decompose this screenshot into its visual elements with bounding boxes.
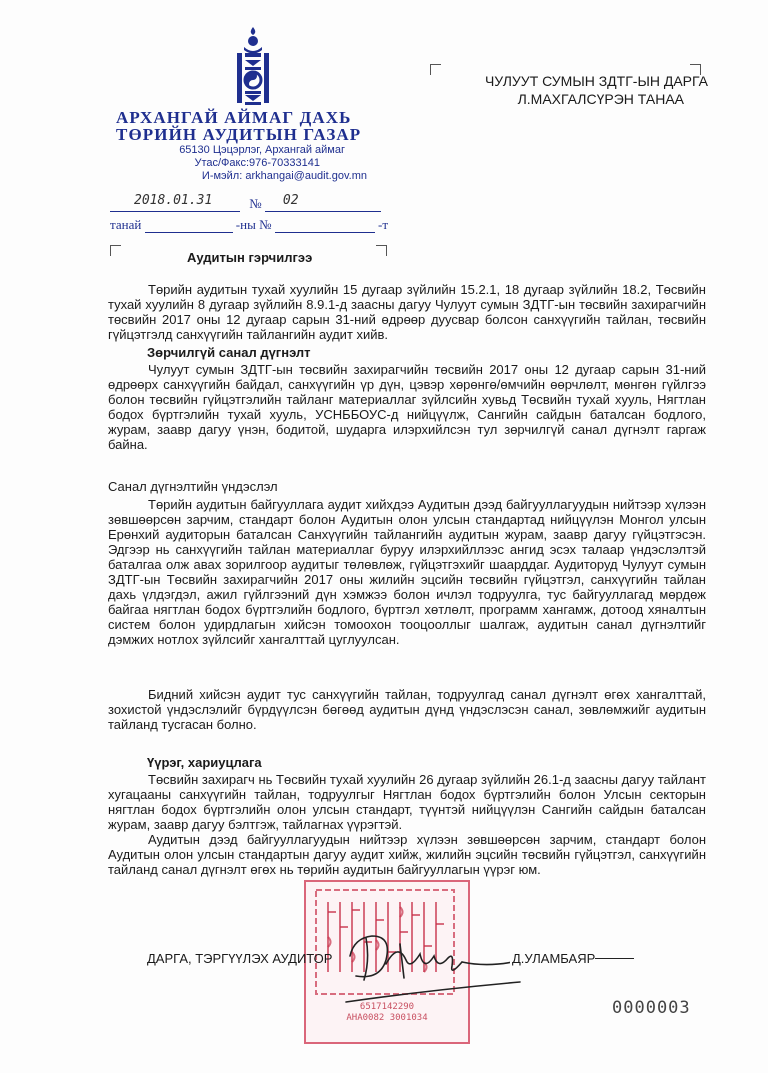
recipient-line1: ЧУЛУУТ СУМЫН ЗДТГ-ЫН ДАРГА [484, 73, 708, 89]
handwritten-date: 2018.01.31 [134, 193, 213, 208]
handwritten-number: 02 [282, 193, 299, 208]
reference-line [110, 217, 388, 233]
ref-middle: -ны № [235, 217, 272, 232]
ref-prefix: танай [110, 217, 142, 232]
org-address: 65130 Цэцэрлэг, Архангай аймаг [179, 144, 345, 156]
ref-suffix: -т [377, 217, 388, 232]
responsibility-paragraph: Төсвийн захирагч нь Төсвийн тухай хуулийн 26 дугаар зүйлийн 26.1-д заасны дагуу тайлант хугацааны санхүүгийн тайлан, тодруулгыг Нягтлан бодох бүртгэлийн болон Улсын секторын нягтлан бодох бүртгэлийн олон улсын стандарт, түүнтэй нийцүүлэн Сангийн сайдын баталсан журам, заавр дагуу бэлтгэж, тайлагнах үүрэгтэй. [108, 772, 706, 832]
signatory-name: Д.УЛАМБАЯР [512, 951, 596, 966]
basis-paragraph-2: Бидний хийсэн аудит тус санхүүгийн тайлан, тодруулгад санал дүгнэлт өгөх хангалттай, зохистой үндэслэлийг бүрдүүлсэн бөгөөд аудитын дүнд үндэслэсэн санал, зөвлөмжийг аудитын тайланд тусгасан болно. [108, 687, 706, 732]
registration-line [110, 193, 381, 212]
org-name-line2: ТӨРИЙН АУДИТЫН ГАЗАР [116, 125, 362, 144]
number-blank [265, 193, 381, 212]
section-heading-responsibility: Үүрэг, хариуцлага [147, 755, 262, 770]
title-bracket-left [110, 245, 121, 256]
section-heading-unqualified-opinion: Зөрчилгүй санал дүгнэлт [147, 345, 311, 360]
title-bracket-right [376, 245, 387, 256]
ref-number-blank [275, 218, 375, 233]
section-heading-basis: Санал дүгнэлтийн үндэслэл [108, 479, 278, 494]
date-blank [110, 193, 240, 212]
responsibility-paragraph-2: Аудитын дээд байгууллагуудын нийтээр хүлээн зөвшөөрсөн зарчим, стандарт болон Аудитын олон улсын стандартын дагуу аудит хийж, жилийн эцсийн төсвийн гүйцэтгэл, санхүүгийн тайланд санал дүгнэлт өгөх нь төрийн аудитын байгууллагын үүрэг юм. [108, 832, 706, 877]
stamp-code-2: АНА0082 3001034 [346, 1013, 428, 1023]
unqualified-opinion-paragraph: Чулуут сумын ЗДТГ-ын төсвийн захирагчийн төсвийн 2017 оны 12 дугаар сарын 31-ний өдрөөрх санхүүгийн байдал, санхүүгийн үр дүн, цэвэр хөрөнгө/өмчийн өөрчлөлт, мөнгөн гүйлгээ болон төсвийн гүйцэтгэлийн тайланг материаллаг зүйлсийн хувьд Төсвийн тухай хууль, Нягтлан бодох бүртгэлийн тухай хууль, УСНББОУС-д нийцүүлж, Сангийн сайдын баталсан бодлого, журам, заавр дагуу үнэн, бодитой, шударга илэрхийлсэн тул зөрчилгүй санал дүгнэлт гаргаж байна. [108, 362, 706, 452]
state-emblem-icon [233, 25, 273, 107]
handwritten-signature-icon [340, 920, 530, 1010]
org-phone: Утас/Факс:976-70333141 [194, 157, 320, 169]
signatory-title: ДАРГА, ТЭРГҮҮЛЭХ АУДИТОР [147, 951, 333, 966]
document-serial-number: 0000003 [612, 998, 691, 1018]
recipient-line2: Л.МАХГАЛСҮРЭН ТАНАА [517, 91, 684, 107]
basis-paragraph: Төрийн аудитын байгууллага аудит хийхдээ Аудитын дээд байгууллагуудын нийтээр хүлээн зөвшөөрсөн зарчим, стандарт болон Аудитын олон улсын стандартад нийцүүлэн Монгол улсын Ерөнхий аудиторын баталсан Санхүүгийн тайлангийн аудитын журам, заавр дагуу гүйцэтгэсэн. Эдгээр нь санхүүгийн тайлан материаллаг буруу илэрхийллээс ангид эсэх талаар үндэслэлтэй баталгаа олж авах зорилгоор аудитыг төлөвлөж, гүйцэтгэхийг шаарддаг. Аудиторуд Чулуут сумын ЗДТГ-ын Төсвийн захирагчийн 2017 оны жилийн эцсийн төсвийн гүйцэтгэл, санхүүгийн тайлан дахь үлдэгдэл, ажил гүйлгээний дүн хэмжээ болон ичлэл тодруулга, тус байгууллагад мөрдөж байгаа нягтлан бодох бүртгэлийн бодлого, бүртгэл хөтлөлт, программ хангамж, дотоод хяналтын систем болон удирдлагын хийсэн томоохон тооцооллыг шалгаж, аудитын санал дүгнэлтийг дэмжих нотлох зүйлсийг хангалттай цуглуулсан. [108, 497, 706, 647]
org-name-line1: АРХАНГАЙ АЙМАГ ДАХЬ [116, 108, 352, 127]
intro-paragraph: Төрийн аудитын тухай хуулийн 15 дугаар зүйлийн 15.2.1, 18 дугаар зүйлийн 18.2, Төсвийн тухай хуулийн 8 дугаар зүйлийн 8.9.1-д заасны дагуу Чулуут сумын ЗДТГ-ын төсвийн захирагчийн төсвийн 2017 оны 12 дугаар сарын 31-ний өдрөөр дуусвар болсон санхүүгийн тайлан, төсвийн гүйцэтгэлд санхүүгийн тайлангийн аудит хийв. [108, 282, 706, 342]
stamp-code-1: 6517142290 [359, 1002, 415, 1012]
ref-date-blank [145, 218, 233, 233]
org-email: И-мэйл: arkhangai@audit.gov.mn [201, 170, 367, 182]
document-title: Аудитын гэрчилгээ [187, 250, 313, 265]
number-label: № [249, 196, 262, 211]
